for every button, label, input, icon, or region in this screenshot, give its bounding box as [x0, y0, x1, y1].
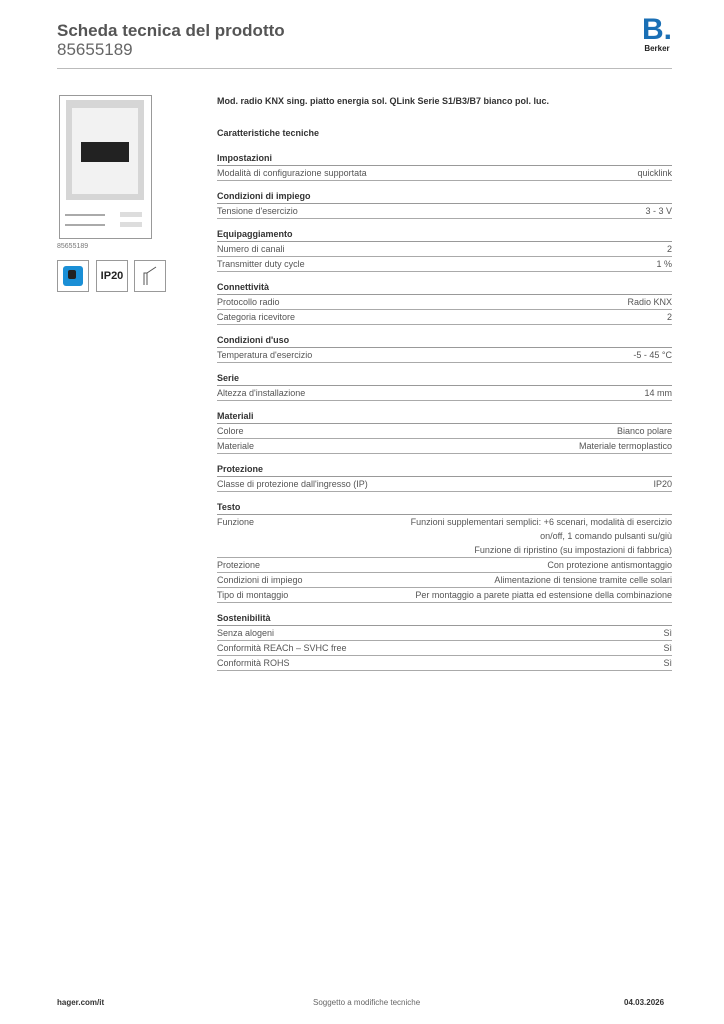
spec-section [217, 463, 672, 492]
spec-row [217, 573, 672, 588]
spec-value: Sì [663, 658, 672, 668]
spec-value: -5 - 45 °C [633, 350, 672, 360]
image-code: 85655189 [57, 243, 89, 250]
spec-section [217, 190, 672, 219]
section-title: Protezione [217, 463, 672, 477]
spec-row [217, 424, 672, 439]
section-title: Testo [217, 501, 672, 515]
spec-row [217, 204, 672, 219]
spec-row [217, 439, 672, 454]
spec-label: Colore [217, 426, 244, 436]
spec-value: quicklink [637, 168, 672, 178]
section-title: Condizioni di impiego [217, 190, 672, 204]
quicklink-icon [57, 260, 89, 292]
spec-row [217, 295, 672, 310]
product-code: 85655189 [57, 40, 133, 59]
ip20-badge: IP20 [96, 260, 128, 292]
spec-value: Sì [663, 643, 672, 653]
spec-value: 1 % [656, 259, 672, 269]
spec-label: Materiale [217, 441, 255, 451]
spec-value: IP20 [653, 479, 672, 489]
spec-value: Funzioni supplementari semplici: +6 scenari, modalità di esercizio on/off, 1 comando pulsanti su/giù Funzione di ripristino (su impostazioni di fabbrica) [410, 517, 672, 555]
spec-row [217, 656, 672, 671]
spec-row [217, 477, 672, 492]
spec-row [217, 310, 672, 325]
spec-section [217, 152, 672, 181]
spec-row [217, 515, 672, 558]
spec-value: Per montaggio a parete piatta ed estensione della combinazione [415, 590, 672, 600]
product-image [59, 95, 152, 239]
spec-section [217, 281, 672, 325]
spec-row [217, 257, 672, 272]
spec-value: Materiale termoplastico [578, 441, 672, 451]
spec-section [217, 334, 672, 363]
spec-label: Modalità di configurazione supportata [217, 168, 367, 178]
divider [57, 68, 672, 69]
spec-label: Tipo di montaggio [217, 590, 289, 600]
spec-label: Protocollo radio [217, 297, 280, 307]
spec-section [217, 228, 672, 272]
spec-label: Classe di protezione dall'ingresso (IP) [217, 479, 368, 489]
spec-section [217, 612, 672, 671]
wall-mounting-icon [134, 260, 166, 292]
spec-value: Bianco polare [616, 426, 672, 436]
spec-value: Radio KNX [627, 297, 672, 307]
spec-value: Sì [663, 628, 672, 638]
product-description: Mod. radio KNX sing. piatto energia sol. QLink Serie S1/B3/B7 bianco pol. luc. [217, 96, 550, 106]
berker-logo: B. Berker [642, 13, 672, 53]
spec-label: Funzione [217, 517, 255, 527]
spec-label: Numero di canali [217, 244, 285, 254]
spec-value: 3 - 3 V [645, 206, 672, 216]
footer-date: 04.03.2026 [624, 998, 665, 1007]
section-title: Materiali [217, 410, 672, 424]
spec-row [217, 386, 672, 401]
spec-value: 2 [666, 244, 672, 254]
spec-section [217, 501, 672, 603]
spec-label: Temperatura d'esercizio [217, 350, 313, 360]
spec-row [217, 348, 672, 363]
spec-value: Alimentazione di tensione tramite celle solari [494, 575, 672, 585]
spec-label: Categoria ricevitore [217, 312, 296, 322]
footer-website: hager.com/it [57, 998, 105, 1007]
spec-value: 2 [666, 312, 672, 322]
spec-label: Transmitter duty cycle [217, 259, 305, 269]
spec-row [217, 242, 672, 257]
spec-label: Conformità ROHS [217, 658, 290, 668]
spec-row [217, 626, 672, 641]
spec-row [217, 166, 672, 181]
spec-row [217, 558, 672, 573]
footer-note: Soggetto a modifiche tecniche [313, 998, 421, 1007]
spec-table [217, 96, 672, 680]
spec-section [217, 410, 672, 454]
spec-label: Condizioni di impiego [217, 575, 303, 585]
section-title: Equipaggiamento [217, 228, 672, 242]
section-title: Impostazioni [217, 152, 672, 166]
section-title: Sostenibilità [217, 612, 672, 626]
spec-row [217, 641, 672, 656]
spec-label: Protezione [217, 560, 261, 570]
specs-title: Caratteristiche tecniche [217, 128, 320, 138]
spec-value: 14 mm [644, 388, 672, 398]
spec-label: Senza alogeni [217, 628, 275, 638]
spec-value: Con protezione antismontaggio [547, 560, 672, 570]
section-title: Connettività [217, 281, 672, 295]
section-title: Serie [217, 372, 672, 386]
page-title: Scheda tecnica del prodotto [57, 21, 285, 40]
section-title: Condizioni d'uso [217, 334, 672, 348]
spec-label: Tensione d'esercizio [217, 206, 298, 216]
spec-label: Conformità REACh – SVHC free [217, 643, 347, 653]
spec-label: Altezza d'installazione [217, 388, 306, 398]
spec-section [217, 372, 672, 401]
spec-row [217, 588, 672, 603]
